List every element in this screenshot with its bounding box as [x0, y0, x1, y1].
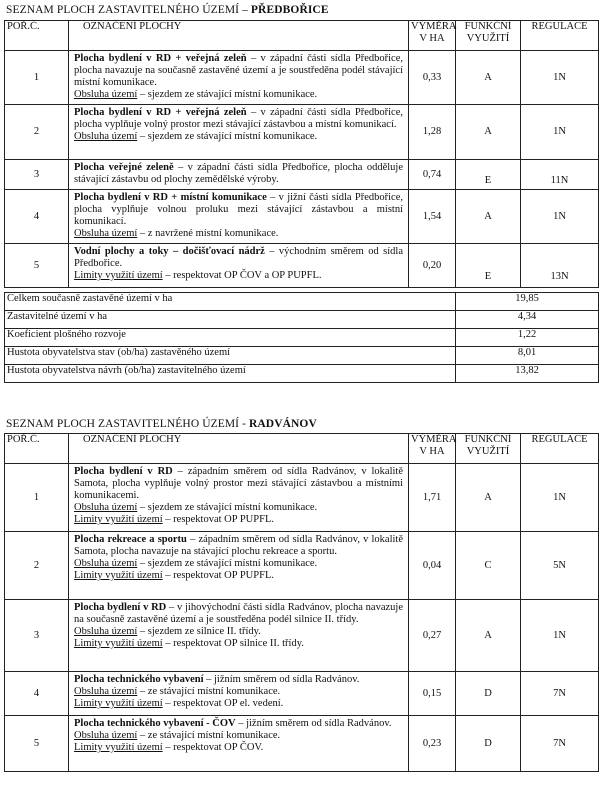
row-l1-label: Obsluha území	[74, 730, 138, 741]
row-l1-label: Obsluha území	[74, 89, 138, 100]
header-area-l1: VÝMĚRA	[411, 21, 457, 32]
row-area: 0,23	[409, 716, 456, 772]
row-reg: 7N	[521, 716, 599, 772]
row-reg: 11N	[521, 160, 599, 190]
header-func-l1: FUNKČNÍ	[464, 21, 512, 32]
row-l2-text: – respektovat OP silnice II. třídy.	[162, 638, 304, 649]
table-row	[5, 716, 599, 772]
row-func: A	[456, 190, 521, 244]
row-text: – v západní části sídla Předbořice, plocha odděluje stávající zástavbu od plochy zemědělské výroby.	[74, 162, 403, 185]
row-text: – západním směrem od sídla Radvánov, v lokalitě Samota, plocha vyplňuje volný prostor mezi stávající zástavbou a místními komunikacemi.	[74, 466, 403, 501]
header-func-l2: VYUŽITÍ	[466, 33, 510, 44]
row-reg: 1N	[521, 600, 599, 672]
row-bold: Vodní plochy a toky – dočišťovací nádrž	[74, 246, 265, 257]
row-l1-text: – sjezdem ze stávající místní komunikace.	[137, 131, 318, 142]
header-func	[456, 434, 521, 464]
row-desc	[69, 190, 409, 244]
row-area: 0,33	[409, 51, 456, 105]
row-desc	[69, 105, 409, 160]
row-num: 1	[5, 464, 69, 532]
row-reg: 7N	[521, 672, 599, 716]
table-row	[5, 600, 599, 672]
section-title-predborice	[6, 4, 329, 16]
row-l1-label: Obsluha území	[74, 626, 138, 637]
row-l1-label: Obsluha území	[74, 686, 138, 697]
row-l1-label: Obsluha území	[74, 502, 138, 513]
summary-row	[5, 311, 599, 329]
row-num: 3	[5, 160, 69, 190]
row-bold: Plocha bydlení v RD + místní komunikace	[74, 192, 267, 203]
row-text: – západním směrem od sídla Radvánov, v lokalitě Samota, plocha navazuje na stávající plochu rekreace a sportu.	[74, 534, 403, 557]
table-row	[5, 190, 599, 244]
row-func: A	[456, 600, 521, 672]
summary-value: 4,34	[456, 311, 599, 329]
summary-row	[5, 329, 599, 347]
row-l2-label: Limity využití území	[74, 638, 163, 649]
table-header-row	[5, 21, 599, 51]
row-area: 0,27	[409, 600, 456, 672]
row-area: 0,04	[409, 532, 456, 600]
row-text: – v západní části sídla Předbořice, plocha vyplňuje volný prostor mezi stávající zástavbou a místní komunikací.	[74, 107, 403, 130]
table-row	[5, 532, 599, 600]
row-desc	[69, 160, 409, 190]
header-func-l2: VYUŽITÍ	[466, 446, 510, 457]
row-func: A	[456, 51, 521, 105]
header-name: OZNAČENÍ PLOCHY	[69, 21, 409, 51]
summary-label: Hustota obyvatelstva stav (ob/ha) zastavěného území	[5, 347, 456, 365]
row-reg: 1N	[521, 105, 599, 160]
row-desc	[69, 244, 409, 288]
row-reg: 1N	[521, 464, 599, 532]
row-func: A	[456, 464, 521, 532]
table-row	[5, 105, 599, 160]
row-desc	[69, 532, 409, 600]
row-reg: 1N	[521, 190, 599, 244]
row-bold: Plocha technického vybavení - ČOV	[74, 718, 236, 729]
row-text: – východním směrem od sídla Předbořice.	[74, 246, 403, 269]
row-num: 5	[5, 244, 69, 288]
row-text: – v jižní části sídla Předbořice, plocha vyplňuje volnou proluku mezi stávající zástavbou a místní komunikací.	[74, 192, 403, 227]
row-func: A	[456, 105, 521, 160]
section-title-prefix: SEZNAM PLOCH ZASTAVITELNÉHO ÚZEMÍ -	[6, 418, 249, 430]
header-area	[409, 21, 456, 51]
row-text: – v západní části sídla Předbořice, plocha navazuje na současně zastavěné území a je soustředěna podél stávající místní komunikace.	[74, 53, 403, 88]
row-desc	[69, 51, 409, 105]
header-area-l2: V HA	[419, 33, 445, 44]
header-name: OZNAČENÍ PLOCHY	[69, 434, 409, 464]
row-l1-label: Obsluha území	[74, 558, 138, 569]
row-area: 1,54	[409, 190, 456, 244]
row-l2-label: Limity využití území	[74, 570, 163, 581]
row-func: D	[456, 672, 521, 716]
row-reg: 1N	[521, 51, 599, 105]
row-l2-text: – respektovat OP el. vedení.	[162, 698, 284, 709]
summary-table-predborice	[4, 292, 599, 383]
row-bold: Plocha veřejné zeleně	[74, 162, 174, 173]
section-title-prefix: SEZNAM PLOCH ZASTAVITELNÉHO ÚZEMÍ –	[6, 4, 251, 16]
row-l1-label: Obsluha území	[74, 131, 138, 142]
header-func	[456, 21, 521, 51]
row-desc	[69, 600, 409, 672]
row-bold: Plocha bydlení v RD + veřejná zeleň	[74, 53, 247, 64]
table-header-row	[5, 434, 599, 464]
row-desc	[69, 672, 409, 716]
row-l1-text: – ze stávající místní komunikace.	[137, 730, 281, 741]
summary-label: Celkem současně zastavěné území v ha	[5, 293, 456, 311]
summary-value: 8,01	[456, 347, 599, 365]
row-area: 0,74	[409, 160, 456, 190]
row-desc	[69, 716, 409, 772]
row-num: 4	[5, 672, 69, 716]
summary-row	[5, 365, 599, 383]
row-text: – v jihovýchodní části sídla Radvánov, plocha navazuje na současně zastavěné území a je soustředěna podél silnice II. třídy.	[74, 602, 403, 625]
section-title-place: PŘEDBOŘICE	[250, 4, 329, 16]
header-reg: REGULACE	[521, 434, 599, 464]
header-area	[409, 434, 456, 464]
row-func: E	[456, 160, 521, 190]
section-title-radvanov	[6, 418, 317, 430]
header-area-l1: VÝMĚRA	[411, 434, 457, 445]
row-l1-text: – ze stávající místní komunikace.	[137, 686, 281, 697]
table-radvanov	[4, 433, 599, 772]
row-area: 0,15	[409, 672, 456, 716]
row-num: 2	[5, 532, 69, 600]
row-l2-text: – respektovat OP ČOV.	[162, 742, 264, 753]
row-text: – jižním směrem od sídla Radvánov.	[235, 718, 392, 729]
row-l2-text: – respektovat OP PUPFL.	[162, 514, 274, 525]
row-num: 2	[5, 105, 69, 160]
row-num: 4	[5, 190, 69, 244]
summary-label: Zastavitelné území v ha	[5, 311, 456, 329]
row-l1-label: Limity využití území	[74, 270, 163, 281]
row-func: C	[456, 532, 521, 600]
table-row	[5, 244, 599, 288]
row-func: E	[456, 244, 521, 288]
row-func: D	[456, 716, 521, 772]
summary-value: 1,22	[456, 329, 599, 347]
row-l2-label: Limity využití území	[74, 514, 163, 525]
row-reg: 13N	[521, 244, 599, 288]
header-reg: REGULACE	[521, 21, 599, 51]
section-title-place: RADVÁNOV	[249, 418, 317, 430]
row-bold: Plocha bydlení v RD	[74, 602, 167, 613]
row-desc	[69, 464, 409, 532]
table-row	[5, 672, 599, 716]
summary-label: Hustota obyvatelstva návrh (ob/ha) zastavitelného území	[5, 365, 456, 383]
row-bold: Plocha technického vybavení	[74, 674, 204, 685]
header-num: POŘ.Č.	[5, 434, 69, 464]
table-predborice	[4, 20, 599, 288]
row-l1-text: – sjezdem ze stávající místní komunikace.	[137, 502, 318, 513]
row-l1-text: – sjezdem ze stávající místní komunikace.	[137, 558, 318, 569]
summary-row	[5, 293, 599, 311]
header-area-l2: V HA	[419, 446, 445, 457]
row-l1-text: – z navržené místní komunikace.	[137, 228, 279, 239]
row-bold: Plocha bydlení v RD	[74, 466, 173, 477]
table-row	[5, 464, 599, 532]
row-num: 1	[5, 51, 69, 105]
table-row	[5, 160, 599, 190]
row-area: 1,71	[409, 464, 456, 532]
row-area: 0,20	[409, 244, 456, 288]
row-text: – jižním směrem od sídla Radvánov.	[203, 674, 360, 685]
row-num: 5	[5, 716, 69, 772]
row-bold: Plocha bydlení v RD + veřejná zeleň	[74, 107, 247, 118]
header-func-l1: FUNKČNÍ	[464, 434, 512, 445]
row-area: 1,28	[409, 105, 456, 160]
row-l1-text: – respektovat OP ČOV a OP PUPFL.	[162, 270, 322, 281]
summary-value: 13,82	[456, 365, 599, 383]
row-bold: Plocha rekreace a sportu	[74, 534, 187, 545]
table-row	[5, 51, 599, 105]
row-reg: 5N	[521, 532, 599, 600]
summary-value: 19,85	[456, 293, 599, 311]
row-l1-text: – sjezdem ze stávající místní komunikace.	[137, 89, 318, 100]
row-l2-label: Limity využití území	[74, 698, 163, 709]
header-num: POŘ.Č.	[5, 21, 69, 51]
row-num: 3	[5, 600, 69, 672]
summary-label: Koeficient plošného rozvoje	[5, 329, 456, 347]
summary-row	[5, 347, 599, 365]
row-l2-text: – respektovat OP PUPFL.	[162, 570, 274, 581]
row-l1-label: Obsluha území	[74, 228, 138, 239]
row-l2-label: Limity využití území	[74, 742, 163, 753]
row-l1-text: – sjezdem ze silnice II. třídy.	[137, 626, 261, 637]
